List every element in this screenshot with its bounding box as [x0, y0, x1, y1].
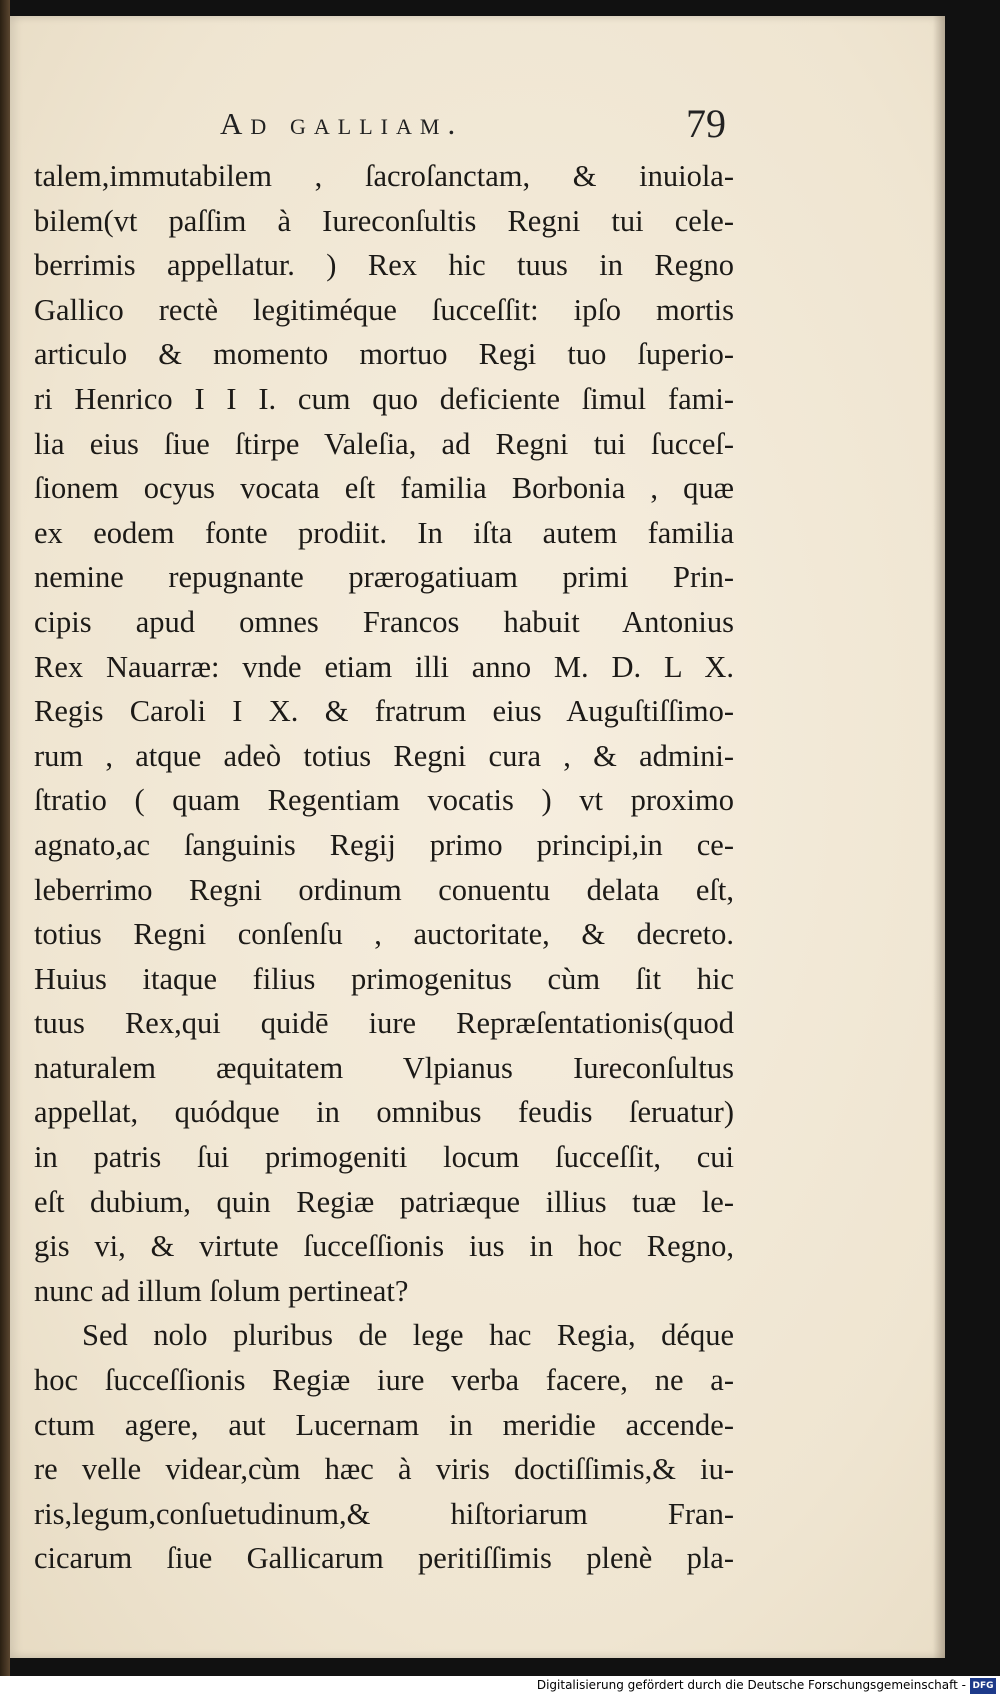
text-line: naturalem æquitatem Vlpianus Iureconſultus: [34, 1050, 734, 1085]
text-line: bilem(vt paſſim à Iureconſultis Regni tui cele-: [34, 203, 734, 238]
book-page: [10, 16, 945, 1658]
text-line: gis vi, & virtute ſucceſſionis ius in hoc Regno,: [34, 1229, 734, 1264]
text-line: hoc ſucceſſionis Regiæ iure verba facere, ne a-: [34, 1363, 734, 1398]
funding-credit: Digitalisierung gefördert durch die Deutsche Forschungsgemeinschaft -: [536, 1678, 966, 1692]
text-line: ri Henrico I I I. cum quo deficiente ſimul fami-: [34, 381, 734, 416]
text-line: appellat, quódque in omnibus feudis ſeruatur): [34, 1095, 734, 1130]
text-line: Sed nolo pluribus de lege hac Regia, déque: [82, 1318, 734, 1353]
text-line: tuus Rex,qui quidē iure Repræſentationis(quod: [34, 1006, 734, 1041]
text-line: rum , atque adeò totius Regni cura , & admini-: [34, 738, 734, 773]
text-line: Huius itaque filius primogenitus cùm ſit hic: [34, 961, 734, 996]
text-line: re velle videar,cùm hæc à viris doctiſſimis,& iu-: [34, 1452, 734, 1487]
running-head: [10, 96, 945, 152]
text-line: ſionem ocyus vocata eſt familia Borbonia , quæ: [34, 471, 734, 506]
text-line: cipis apud omnes Francos habuit Antonius: [34, 604, 734, 639]
text-line: Rex Nauarræ: vnde etiam illi anno M. D. L X.: [34, 649, 734, 684]
dfg-logo: DFG: [970, 1678, 996, 1694]
text-line: lia eius ſiue ſtirpe Valeſia, ad Regni tui ſucceſ-: [34, 426, 734, 461]
text-line: in patris ſui primogeniti locum ſucceſſit, cui: [34, 1140, 734, 1175]
text-line: talem,immutabilem , ſacroſanctam, & inuiola-: [34, 159, 734, 193]
text-line: agnato,ac ſanguinis Regij primo principi,in ce-: [34, 827, 734, 862]
text-line: leberrimo Regni ordinum conuentu delata eſt,: [34, 872, 734, 907]
digitization-footer: [0, 1676, 1000, 1698]
text-line: Regis Caroli I X. & fratrum eius Auguſtiſſimo-: [34, 694, 734, 729]
book-spine-edge: [0, 0, 10, 1698]
text-line: totius Regni conſenſu , auctoritate, & decreto.: [34, 917, 734, 952]
text-line: articulo & momento mortuo Regi tuo ſuperio-: [34, 337, 734, 372]
text-line: ſtratio ( quam Regentiam vocatis ) vt proximo: [34, 783, 734, 818]
text-line: nunc ad illum ſolum pertineat?: [34, 1273, 409, 1308]
page-number: 79: [686, 101, 726, 146]
text-line: ctum agere, aut Lucernam in meridie accende-: [34, 1407, 734, 1442]
body-text: [34, 154, 734, 1581]
page-edge-shadow: [933, 16, 945, 1658]
text-line: cicarum ſiue Gallicarum peritiſſimis plenè pla-: [34, 1541, 734, 1576]
text-line: nemine repugnante prærogatiuam primi Prin-: [34, 560, 734, 595]
text-line: eſt dubium, quin Regiæ patriæque illius tuæ le-: [34, 1184, 734, 1219]
text-line: berrimis appellatur. ) Rex hic tuus in Regno: [34, 248, 734, 283]
text-line: Gallico rectè legitiméque ſucceſſit: ipſo mortis: [34, 292, 734, 327]
text-line: ris,legum,conſuetudinum,& hiſtoriarum Fran-: [34, 1496, 734, 1531]
running-title: Ad gallıam.: [220, 106, 464, 141]
text-line: ex eodem fonte prodiit. In iſta autem familia: [34, 515, 734, 550]
